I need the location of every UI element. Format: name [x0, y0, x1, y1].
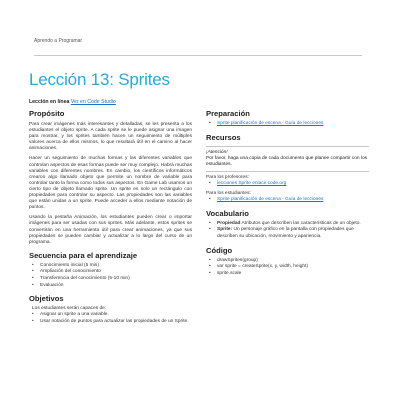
course-header: Aprendo a Programar	[34, 38, 83, 44]
list-item	[206, 181, 369, 188]
secuencia-list	[29, 263, 192, 289]
list-item	[206, 197, 369, 204]
callout-text: Por favor, haga una copia de cada documento que planee compartir con los estudiantes.	[206, 155, 368, 167]
students-resource-link[interactable]: Sprite planificación de escena - Guía de lecciones	[217, 197, 324, 203]
vocab-term: Propiedad	[217, 220, 241, 226]
proposito-paragraph: Para crear imágenes más interesantes y detalladas, se les presenta a los estudiantes el objeto sprite. A cada sprite se le puede asignar una imagen para mostrar, y los sprites también hacen un seguimiento de múltiples valores acerca de ellos mismos, lo que resultará útil en el camino al hacer animaciones.	[29, 122, 192, 152]
students-label: Para los estudiantes:	[206, 191, 251, 196]
list-item: • Ampliación del conocimiento	[29, 269, 192, 276]
proposito-heading: Propósito	[29, 109, 65, 118]
code-studio-link[interactable]: Ver en Code Studio	[70, 99, 116, 105]
list-item: • Evaluación	[29, 283, 192, 290]
students-list	[206, 197, 369, 204]
list-item	[206, 227, 369, 240]
objetivos-intro: Los estudiantes serán capaces de:	[32, 306, 107, 312]
proposito-paragraph: Hacer un seguimiento de muchas formas y las diferentes variables que controlan aspectos de esas formas puede ser muy complejo. Habrá muchas variables con diferentes nombres. En cambio, los científicos informáticos crearon algo llamado objeto que permite un nombre de variable para controlar tanto la forma como todos sus aspectos. En Game Lab usamos un cierto tipo de objeto llamado sprite. Un sprite es solo un rectángulo con propiedades para controlar su aspecto. Las propiedades son las variables que están unidas a un sprite. Puede acceder a ellos mediante notación de puntos.	[29, 156, 192, 211]
secuencia-heading: Secuencia para el aprendizaje	[29, 250, 138, 260]
list-item	[206, 121, 369, 128]
teachers-resource-link[interactable]: lecciones Sprite enlace code.org	[217, 181, 287, 187]
teachers-label: Para los profesores:	[206, 175, 249, 181]
codigo-heading: Código	[206, 245, 233, 255]
list-item: • drawSprites(group)	[206, 258, 369, 265]
list-item: • Asignar un sprite a una variable.	[29, 312, 192, 319]
vocabulario-list	[206, 221, 369, 241]
attention-callout	[206, 146, 369, 173]
preparacion-link[interactable]: Sprite planificación de escena - Guía de lecciones	[217, 121, 324, 126]
preparacion-heading: Preparación	[206, 109, 250, 118]
lesson-title: Lección 13: Sprites	[29, 70, 170, 89]
list-item: • var sprite = createSprite(x, y, width, height)	[206, 264, 369, 271]
list-item: • Conocimiento inicial (5 min)	[29, 263, 192, 270]
list-item: • sprite.scale	[206, 271, 369, 278]
codigo-list	[206, 258, 369, 278]
online-lesson-line	[29, 99, 116, 105]
preparacion-list	[206, 121, 369, 128]
vocabulario-heading: Vocabulario	[206, 208, 249, 218]
proposito-paragraph: Usando la pestaña Animación, los estudiantes pueden crear o importar imágenes para ser usadas con sus sprites. Más adelante, estos sprites se convertirán en una herramienta útil para crear animaciones, ya que sus propiedades se pueden cambiar y actualizar a lo largo del curso de un programa.	[29, 215, 192, 245]
list-item: • Usar notación de puntos para actualizar las propiedades de un Sprite.	[29, 319, 192, 326]
objetivos-heading: Objetivos	[29, 294, 64, 304]
vocab-term: Sprite:	[217, 227, 233, 233]
callout-title: ¡Atención!	[206, 149, 228, 155]
header-divider	[34, 55, 362, 56]
online-label: Lección en línea	[29, 99, 70, 105]
vocab-definition: Atributos que describen las características de un objeto.	[240, 220, 361, 226]
list-item: • Transferencia del conocimiento (5-10 min)	[29, 276, 192, 283]
teachers-list	[206, 181, 369, 188]
vocab-definition: Un personaje gráfico en la pantalla con propiedades que describen su ubicación, movimiento y apariencia.	[217, 227, 354, 239]
left-column	[29, 109, 192, 326]
right-column	[206, 109, 369, 277]
objetivos-list	[29, 312, 192, 325]
recursos-heading: Recursos	[206, 132, 241, 142]
